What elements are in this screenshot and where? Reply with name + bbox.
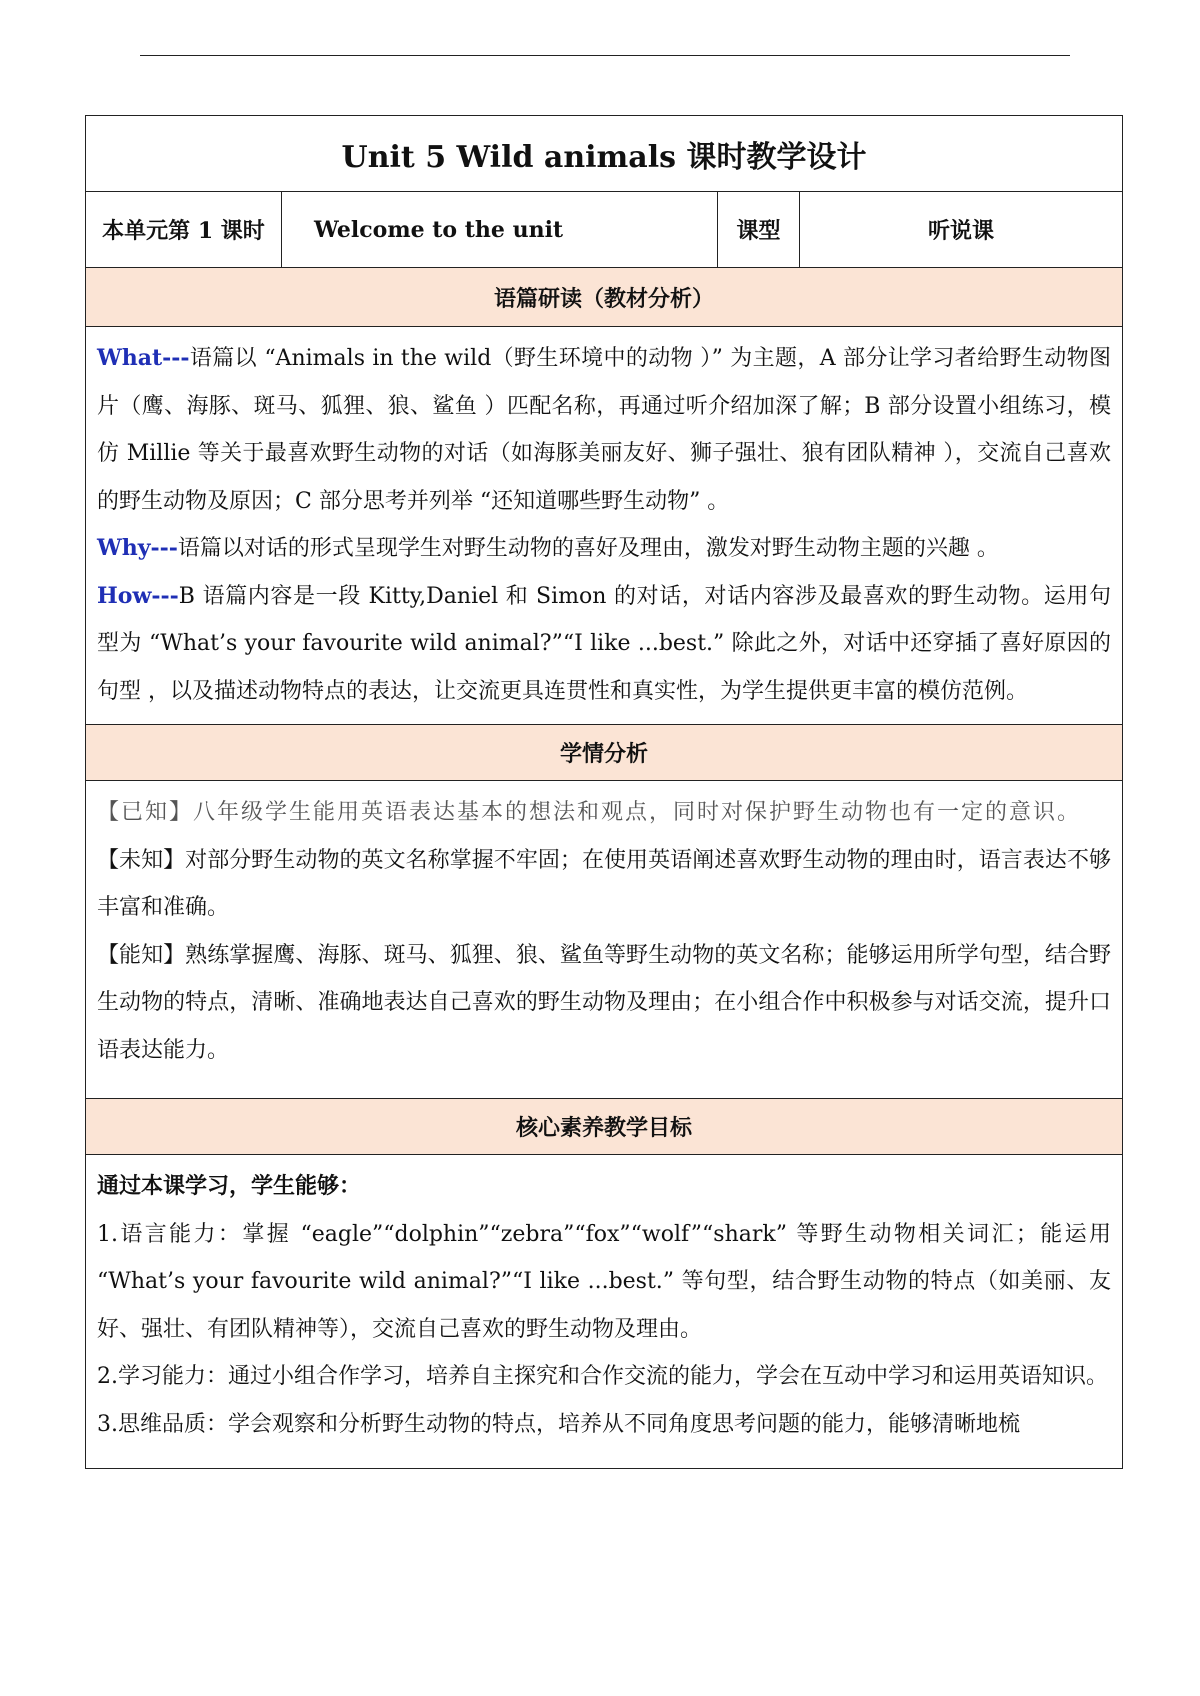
page-title: Unit 5 Wild animals 课时教学设计 <box>86 116 1122 192</box>
keyword-why: Why--- <box>97 535 178 561</box>
lesson-plan-table <box>85 115 1123 1469</box>
header-rule <box>140 55 1070 56</box>
lesson-type-label: 课型 <box>718 192 800 267</box>
paragraph-how <box>97 573 1111 716</box>
paragraph-how-text: B 语篇内容是一段 Kitty,Daniel 和 Simon 的对话，对话内容涉及最喜欢的野生动物。运用句型为 “What’s your favourite wild animal?”“I like ...best.” 除此之外，对话中还穿插了喜好原因的句型 ，以及描述动物特点的表达，让交流更具连贯性和真实性，为学生提供更丰富的模仿范例。 <box>97 583 1111 704</box>
objectives-intro: 通过本课学习，学生能够： <box>97 1173 362 1199</box>
section-body-student-analysis <box>86 781 1122 1099</box>
lesson-meta-row <box>86 192 1122 268</box>
paragraph-what <box>97 335 1111 525</box>
section-heading-text-analysis: 语篇研读（教材分析） <box>86 268 1122 327</box>
keyword-what: What--- <box>97 345 190 371</box>
paragraph-why <box>97 525 1111 573</box>
paragraph-unknown: 【未知】对部分野生动物的英文名称掌握不牢固；在使用英语阐述喜欢野生动物的理由时，语言表达不够丰富和准确。 <box>97 847 1111 920</box>
paragraph-why-text: 语篇以对话的形式呈现学生对野生动物的喜好及理由，激发对野生动物主题的兴趣 。 <box>177 536 999 561</box>
lesson-topic: Welcome to the unit <box>282 192 718 267</box>
section-body-text-analysis <box>86 327 1122 725</box>
section-body-core-objectives <box>86 1155 1122 1468</box>
keyword-how: How--- <box>97 582 179 609</box>
lesson-type-value: 听说课 <box>927 218 994 244</box>
paragraph-known: 【已知】八年级学生能用英语表达基本的想法和观点，同时对保护野生动物也有一定的意识。 <box>97 800 1082 825</box>
objective-learning: 2.学习能力：通过小组合作学习，培养自主探究和合作交流的能力，学会在互动中学习和运用英语知识。 <box>97 1364 1108 1389</box>
objective-thinking: 3.思维品质：学会观察和分析野生动物的特点，培养从不同角度思考问题的能力，能够清晰地梳 <box>97 1411 1020 1437</box>
objective-language: 1.语言能力：掌握 “eagle”“dolphin”“zebra”“fox”“wolf”“shark” 等野生动物相关词汇；能运用 “What’s your favourite wild animal?”“I like ...best.” 等句型，结合野生动物的特点（如美丽、友好、强壮、有团队精神等），交流自己喜欢的野生动物及理由。 <box>97 1221 1111 1342</box>
section-heading-student-analysis: 学情分析 <box>86 725 1122 781</box>
section-heading-core-objectives: 核心素养教学目标 <box>86 1099 1122 1155</box>
paragraph-what-text: 语篇以 “Animals in the wild（野生环境中的动物 ）” 为主题，A 部分让学习者给野生动物图片（鹰、海豚、斑马、狐狸、狼、鲨鱼 ）匹配名称，再通过听介绍加深了解；B 部分设置小组练习，模仿 Millie 等关于最喜欢野生动物的对话（如海豚美丽友好、狮子强壮、狼有团队精神 ），交流自己喜欢的野生动物及原因；C 部分思考并列举 “还知道哪些野生动物” 。 <box>97 346 1111 514</box>
paragraph-can-know: 【能知】熟练掌握鹰、海豚、斑马、狐狸、狼、鲨鱼等野生动物的英文名称；能够运用所学句型，结合野生动物的特点，清晰、准确地表达自己喜欢的野生动物及理由；在小组合作中积极参与对话交流，提升口语表达能力。 <box>97 942 1111 1063</box>
lesson-number: 本单元第 1 课时 <box>86 192 282 267</box>
